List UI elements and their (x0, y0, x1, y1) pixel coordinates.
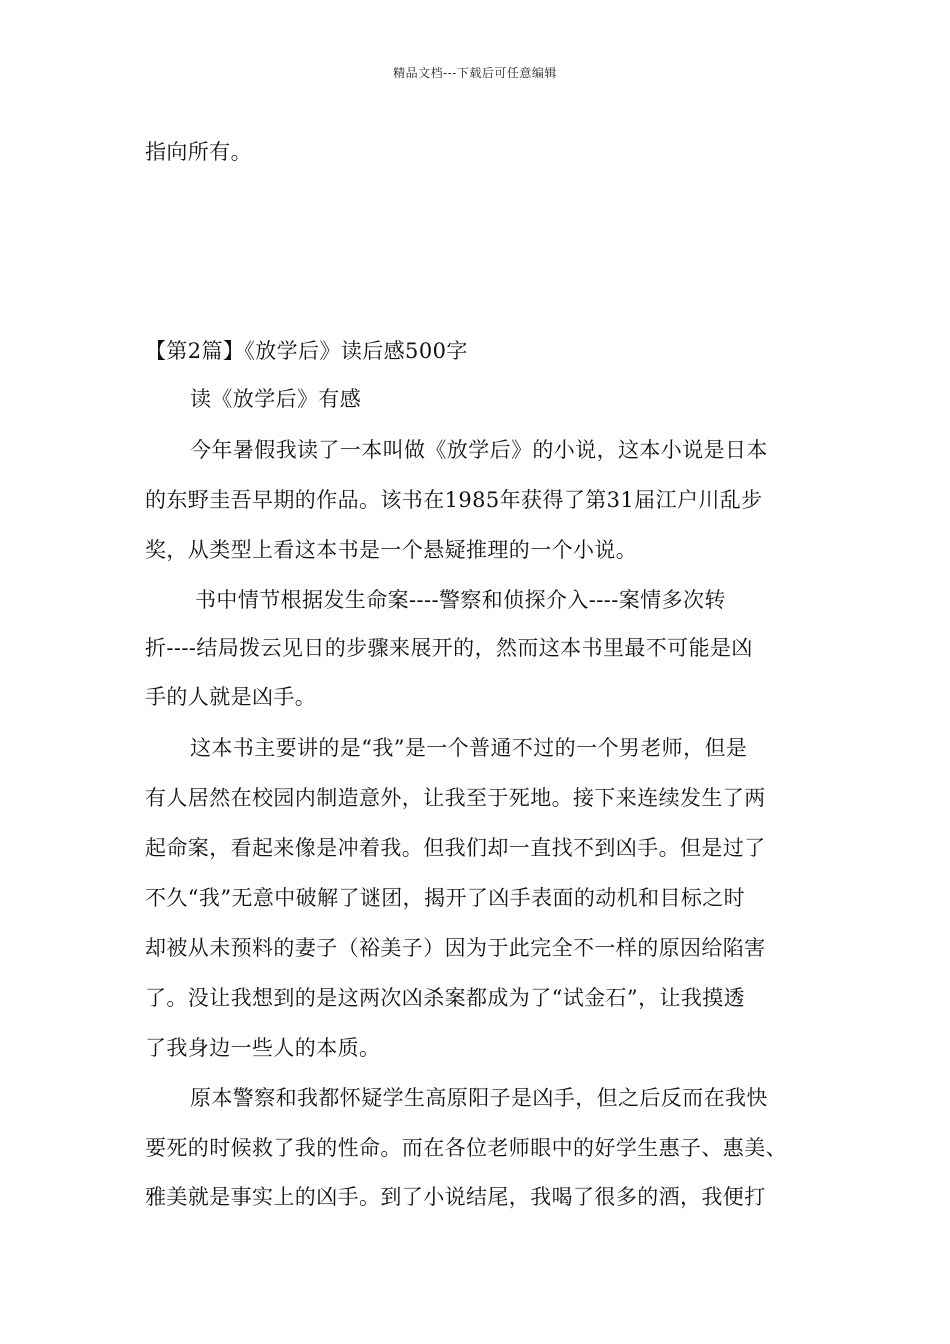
text-line: 这本书主要讲的是“我”是一个普通不过的一个男老师，但是 (190, 736, 748, 760)
text-line: 指向所有。 (145, 140, 252, 164)
text-line: 要死的时候救了我的性命。而在各位老师眼中的好学生惠子、惠美、 (145, 1136, 787, 1160)
text-line: 奖，从类型上看这本书是一个悬疑推理的一个小说。 (145, 538, 638, 562)
page-header: 精品文档---下载后可任意编辑 (393, 66, 557, 80)
section-heading: 【第2篇】《放学后》读后感500字 (145, 339, 468, 363)
text-line: 却被从未预料的妻子（裕美子）因为于此完全不一样的原因给陷害 (145, 936, 766, 960)
text-line: 了我身边一些人的本质。 (145, 1036, 381, 1060)
text-line: 原本警察和我都怀疑学生高原阳子是凶手，但之后反而在我快 (190, 1086, 768, 1110)
text-line: 起命案，看起来像是冲着我。但我们却一直找不到凶手。但是过了 (145, 836, 766, 860)
text-line: 今年暑假我读了一本叫做《放学后》的小说，这本小说是日本 (190, 438, 768, 462)
text-line: 折----结局拨云见日的步骤来展开的，然而这本书里最不可能是凶 (145, 636, 753, 660)
text-line: 书中情节根据发生命案----警察和侦探介入----案情多次转 (195, 588, 726, 612)
text-line: 了。没让我想到的是这两次凶杀案都成为了“试金石”，让我摸透 (145, 986, 746, 1010)
essay-title: 读《放学后》有感 (190, 387, 362, 411)
text-line: 有人居然在校园内制造意外，让我至于死地。接下来连续发生了两 (145, 786, 766, 810)
text-line: 雅美就是事实上的凶手。到了小说结尾，我喝了很多的酒，我便打 (145, 1185, 766, 1209)
text-line: 不久“我”无意中破解了谜团，揭开了凶手表面的动机和目标之时 (145, 886, 746, 910)
text-line: 手的人就是凶手。 (145, 685, 317, 709)
text-line: 的东野圭吾早期的作品。该书在1985年获得了第31届江户川乱步 (145, 488, 763, 512)
